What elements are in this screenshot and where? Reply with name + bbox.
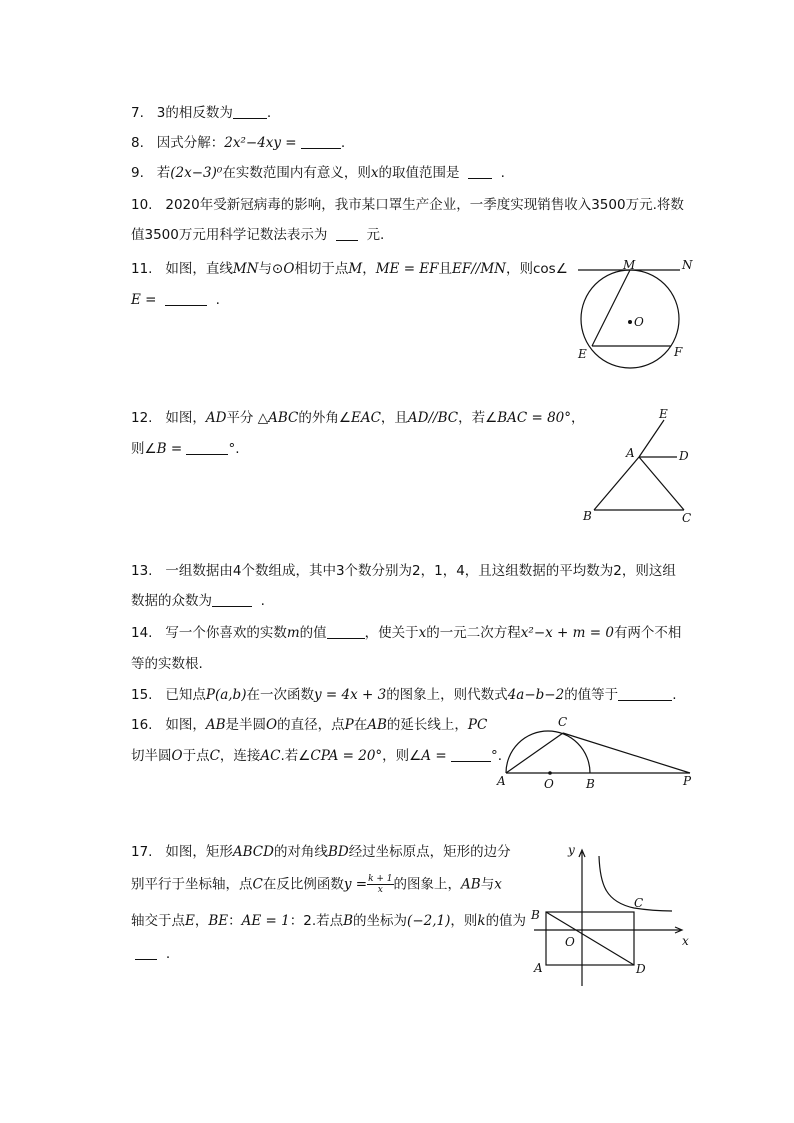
q17-ab: AB (461, 876, 481, 893)
q12-t4: ，且 (380, 410, 408, 426)
q16-t5: 的延长线上， (386, 717, 468, 733)
question-12-line-1 (131, 409, 585, 427)
q15-expression: 4a−b−2 (507, 687, 565, 703)
q16-ab: AB (205, 717, 226, 733)
q11-label-m: M (623, 258, 636, 272)
q15-function: y = 4x + 3 (313, 687, 387, 703)
q17-t10: ： (228, 913, 242, 929)
q15-t1: 已知点 (165, 687, 206, 703)
q10-blank[interactable] (336, 227, 358, 241)
q11-label-n: N (682, 258, 693, 272)
q17-t6: 的图象上， (393, 876, 462, 893)
q12-parallel: AD//BC (407, 410, 459, 426)
q13-line-2-text: 数据的众数为 (131, 593, 212, 609)
q17-t11: ：2.若点 (289, 913, 344, 929)
q17-t12: 的坐标为 (353, 913, 408, 929)
q12-t2: 平分 △ (226, 410, 269, 426)
q12-t3: 的外角∠ (298, 410, 351, 426)
q13-line-1-text: 一组数据由4个数组成，其中3个数分别为2，1，4，且这组数据的平均数为2，则这组 (165, 563, 676, 579)
q11-t3: 相切于点 (294, 261, 349, 277)
q9-number: 9. (131, 165, 144, 181)
q17-t14: 的值为 (485, 913, 527, 929)
q17-y-eq: y = (343, 876, 368, 893)
q16-t8: ，连接 (219, 748, 261, 764)
q14-t5: 有两个不相 (613, 625, 682, 641)
q17-number: 17. (131, 844, 153, 860)
q17-figure-coordinate-rectangle (526, 840, 701, 990)
q12-abc: ABC (268, 410, 299, 426)
q12-ad: AD (205, 410, 227, 426)
q11-label-o: O (634, 315, 644, 329)
q15-t2: 在一次函数 (246, 687, 314, 703)
q16-t4: 在 (353, 717, 368, 733)
q11-t5: 且 (438, 261, 453, 277)
q8-text: 因式分解： (156, 135, 225, 151)
q17-e: E (185, 913, 195, 929)
q14-blank[interactable] (327, 625, 365, 639)
q17-be: BE (208, 913, 229, 929)
q11-label-f: F (674, 345, 683, 359)
q16-t1: 如图， (165, 717, 206, 733)
q16-ab-2: AB (367, 717, 387, 733)
q12-degree: °. (228, 441, 240, 457)
question-14-line-1 (131, 624, 681, 642)
q9-blank[interactable] (468, 165, 492, 179)
q12-b: B = (156, 441, 183, 457)
q7-number: 7. (131, 105, 144, 121)
question-9: 9. 若(2x−3)⁰在实数范围内有意义，则x的取值范围是 . (131, 165, 505, 181)
q12-eac: EAC (350, 410, 381, 426)
q16-t9: .若∠ (280, 748, 311, 764)
question-10-line-1 (131, 196, 684, 214)
q13-number: 13. (131, 563, 153, 579)
q11-cond-2: EF//MN (452, 261, 506, 277)
q14-t2: 的值 (299, 625, 327, 641)
q11-o: O (283, 261, 295, 277)
q17-label-a: A (534, 961, 543, 975)
q16-o: O (266, 717, 278, 733)
q11-mn: MN (232, 261, 259, 277)
q17-t9: ， (194, 913, 209, 929)
q11-line-2: E = (131, 292, 157, 308)
question-11-line-2: E = . (131, 292, 220, 308)
question-16-line-1 (131, 716, 487, 734)
q14-t4: 的一元二次方程 (426, 625, 521, 641)
q12-t1: 如图， (165, 410, 206, 426)
q12-label-e: E (659, 407, 668, 421)
question-10-line-2 (131, 226, 384, 244)
q17-t8: 轴交于点 (131, 913, 185, 929)
q15-t3: 的图象上，则代数式 (386, 687, 508, 703)
q12-label-b: B (583, 509, 592, 523)
q17-fraction-denominator: x (377, 885, 383, 895)
question-17-line-4 (131, 945, 170, 963)
q11-figure-circle (572, 258, 712, 368)
question-15: 15. 已知点P(a,b)在一次函数y = 4x + 3的图象上，则代数式4a−b−2的值等于 . (131, 687, 677, 703)
q15-t4: 的值等于 (564, 687, 619, 703)
q17-t13: ，则 (450, 913, 478, 929)
q17-c: C (252, 876, 263, 893)
question-7: 7. 3的相反数为 . (131, 105, 272, 121)
q16-number: 16. (131, 717, 153, 733)
q17-fraction-numerator: k + 1 (368, 874, 393, 884)
q11-t1: 如图，直线 (165, 261, 233, 277)
q17-label-y: y (568, 843, 575, 857)
q17-t1: 如图，矩形 (165, 844, 233, 860)
q17-label-b: B (531, 908, 540, 922)
q16-o-2: O (171, 748, 183, 764)
q11-number: 11. (131, 261, 153, 277)
q14-number: 14. (131, 625, 153, 641)
q14-m: m (286, 625, 300, 641)
q7-blank[interactable] (233, 105, 267, 119)
q16-cpa: CPA = 20° (310, 748, 383, 764)
q16-figure-semicircle (494, 712, 704, 792)
q12-label-d: D (679, 449, 689, 463)
q17-t2: 的对角线 (273, 844, 328, 860)
question-12-line-2 (131, 440, 239, 458)
question-13-line-1 (131, 562, 676, 580)
q12-number: 12. (131, 410, 153, 426)
q16-label-a: A (497, 774, 506, 788)
q17-fraction (367, 874, 393, 895)
q15-blank[interactable] (618, 687, 672, 701)
q16-label-c: C (558, 715, 568, 729)
q12-t5: ，若∠ (458, 410, 498, 426)
q9-variable: x (370, 165, 379, 181)
question-8: 8. 因式分解：2x²−4xy = . (131, 135, 346, 151)
q17-ae: AE = 1 (241, 913, 290, 929)
q16-degree: °. (490, 748, 502, 764)
q11-blank[interactable] (165, 292, 207, 306)
question-17-line-3 (131, 912, 526, 930)
q9-text-b: 在实数范围内有意义，则 (222, 165, 371, 181)
q12-figure-triangle (580, 402, 710, 527)
q17-t7: 与 (480, 876, 495, 893)
q16-t2: 是半圆 (225, 717, 267, 733)
q12-label-a: A (626, 446, 635, 460)
q11-cond-1: ME = EF (375, 261, 439, 277)
q17-abcd: ABCD (232, 844, 274, 860)
q15-number: 15. (131, 687, 153, 703)
q17-label-d: D (636, 962, 646, 976)
question-17-line-1 (131, 843, 511, 861)
q17-bd: BD (327, 844, 349, 860)
q16-c: C (209, 748, 220, 764)
q10-number: 10. (131, 197, 153, 213)
q12-blank[interactable] (186, 441, 228, 455)
q9-text-a: 若 (156, 165, 171, 181)
q7-text: 3的相反数为 (156, 105, 233, 121)
q17-coordinate: (−2,1) (407, 913, 451, 929)
q14-t3: ，使关于 (364, 625, 419, 641)
q11-t2: 与⊙ (258, 261, 284, 277)
q10-unit: 元. (366, 227, 385, 243)
q15-point: P(a,b) (205, 687, 247, 703)
q14-t1: 写一个你喜欢的实数 (165, 625, 287, 641)
q17-label-x: x (682, 934, 689, 948)
q12-t6: ， (571, 410, 585, 426)
q14-line-2-text: 等的实数根. (131, 656, 203, 672)
q16-t7: 于点 (182, 748, 210, 764)
question-17-line-2 (131, 874, 502, 895)
q10-line-1-text: 2020年受新冠病毒的影响，我市某口罩生产企业，一季度实现销售收入3500万元.将数 (165, 197, 684, 213)
q17-k: k (477, 913, 486, 929)
q17-period: . (165, 946, 171, 962)
q17-t4: 别平行于坐标轴，点 (131, 876, 253, 893)
q12-label-c: C (682, 511, 692, 525)
q12-bac: BAC = 80° (497, 410, 572, 426)
q16-ac: AC (260, 748, 281, 764)
q11-t6: ，则cos∠ (505, 261, 568, 277)
q11-m: M (348, 261, 363, 277)
q16-t10: ，则∠ (382, 748, 422, 764)
question-14-line-2 (131, 655, 203, 673)
q16-label-p: P (683, 774, 692, 788)
q13-blank[interactable] (212, 593, 252, 607)
q12-t7: 则∠ (131, 441, 157, 457)
q8-number: 8. (131, 135, 144, 151)
q16-blank[interactable] (451, 748, 491, 762)
q16-t3: 的直径，点 (277, 717, 345, 733)
q17-x: x (494, 876, 502, 893)
question-16-line-2 (131, 747, 502, 765)
q11-label-e: E (578, 347, 587, 361)
q17-blank[interactable] (135, 946, 157, 960)
question-13-line-2: 数据的众数为 . (131, 593, 265, 609)
q14-equation: x²−x + m = 0 (520, 625, 614, 641)
q16-t6: 切半圆 (131, 748, 172, 764)
q17-label-o: O (565, 935, 575, 949)
q8-blank[interactable] (301, 135, 341, 149)
q16-a: A = (421, 748, 447, 764)
q8-expression: 2x²−4xy = (224, 135, 297, 151)
question-11-line-1 (131, 260, 568, 278)
q17-label-c: C (634, 896, 644, 910)
q9-expression: (2x−3)⁰ (170, 165, 223, 181)
q16-pc: PC (467, 717, 488, 733)
q17-t3: 经过坐标原点，矩形的边分 (348, 844, 511, 860)
q17-t5: 在反比例函数 (262, 876, 344, 893)
q11-t4: ， (362, 261, 376, 277)
q9-text-c: 的取值范围是 (378, 165, 460, 181)
q16-p: P (344, 717, 354, 733)
q10-line-2-text: 值3500万元用科学记数法表示为 (131, 227, 328, 243)
q16-label-b: B (586, 777, 595, 791)
q17-b: B (343, 913, 354, 929)
q14-x: x (418, 625, 427, 641)
q16-label-o: O (544, 777, 554, 791)
